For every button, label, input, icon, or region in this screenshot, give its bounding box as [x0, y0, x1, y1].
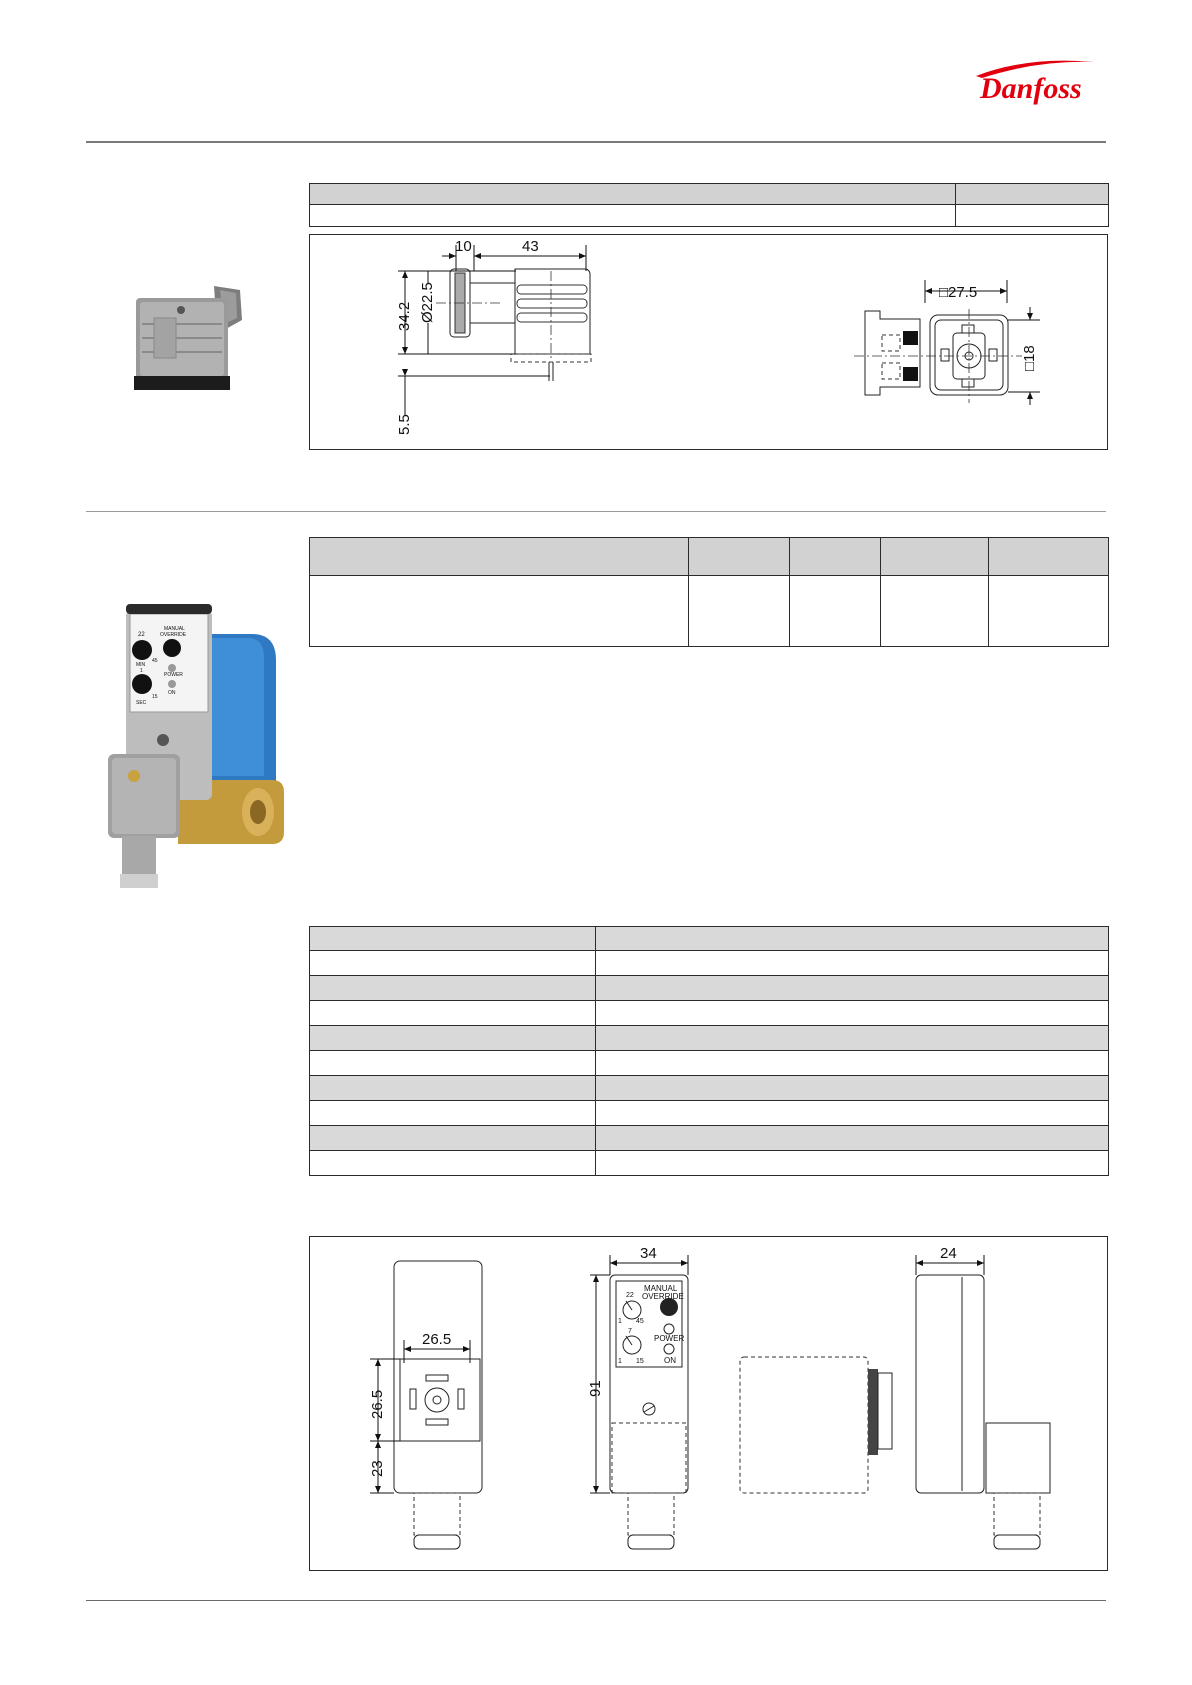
panel-label-1b: 1 — [618, 1358, 622, 1365]
panel-label-power: POWER — [654, 1334, 685, 1343]
dim-10: 10 — [455, 238, 472, 255]
section-divider — [86, 511, 1106, 512]
dim-width-34: 34 — [640, 1245, 657, 1262]
table-row — [310, 1001, 1109, 1026]
dim-43: 43 — [522, 238, 539, 255]
photo-label-22: 22 — [138, 632, 145, 638]
photo-label-1: 1 — [140, 668, 143, 674]
photo-label-min: MIN — [136, 662, 146, 668]
dim-5-5: 5.5 — [396, 414, 413, 435]
dim-dia-22-5: Ø22.5 — [419, 282, 436, 323]
photo-label-override: OVERRIDE — [160, 632, 187, 638]
dim-width-24: 24 — [940, 1245, 957, 1262]
dim-width-26-5: 26.5 — [422, 1331, 452, 1348]
timer-technical-data-table — [309, 926, 1109, 1176]
dim-height-26-5: 26.5 — [369, 1389, 386, 1419]
photo-label-power: POWER — [164, 672, 183, 678]
panel-label-22: 22 — [626, 1292, 634, 1299]
connector-side-view — [398, 245, 591, 415]
photo-label-45: 45 — [152, 658, 158, 664]
table-row — [310, 927, 1109, 951]
photo-label-sec: SEC — [136, 700, 147, 706]
panel-label-7: 7 — [628, 1328, 632, 1335]
table-row — [310, 576, 1109, 647]
dim-34-2: 34.2 — [396, 301, 413, 331]
timer-back-view — [370, 1261, 482, 1549]
table-row — [310, 1151, 1109, 1176]
timer-spec-table — [309, 537, 1109, 647]
bottom-divider — [86, 1600, 1106, 1601]
dim-square-27-5: □27.5 — [939, 284, 978, 301]
timer-valve-photo — [108, 604, 298, 890]
timer-side-view — [740, 1255, 1050, 1549]
table-row — [310, 1101, 1109, 1126]
panel-label-15: 15 — [636, 1358, 644, 1365]
table-row — [310, 205, 1109, 227]
table-row — [310, 1051, 1109, 1076]
table-row — [310, 1126, 1109, 1151]
panel-label-45: 45 — [636, 1318, 644, 1325]
panel-label-1a: 1 — [618, 1318, 622, 1325]
table-row — [310, 976, 1109, 1001]
photo-label-on: ON — [168, 690, 176, 696]
table-header-row — [310, 538, 1109, 576]
table-row — [310, 1076, 1109, 1101]
dim-square-18: □18 — [1021, 345, 1038, 371]
photo-label-15: 15 — [152, 694, 158, 700]
dim-height-91: 91 — [587, 1380, 604, 1397]
photo-label-manual: MANUAL — [164, 626, 185, 632]
panel-label-on: ON — [664, 1356, 676, 1365]
top-divider — [86, 141, 1106, 143]
connector-spec-table — [309, 183, 1109, 227]
table-row — [310, 951, 1109, 976]
dim-height-23: 23 — [369, 1460, 386, 1477]
danfoss-logo — [968, 54, 1102, 106]
timer-dimension-drawing — [309, 1236, 1108, 1571]
logo-text: Danfoss — [980, 72, 1082, 105]
connector-dimension-drawing — [309, 234, 1108, 450]
table-row — [310, 1026, 1109, 1051]
panel-label-manual: MANUAL — [644, 1284, 678, 1293]
table-header-row — [310, 184, 1109, 205]
panel-label-override: OVERRIDE — [642, 1292, 684, 1301]
plug-connector-photo — [124, 268, 264, 398]
